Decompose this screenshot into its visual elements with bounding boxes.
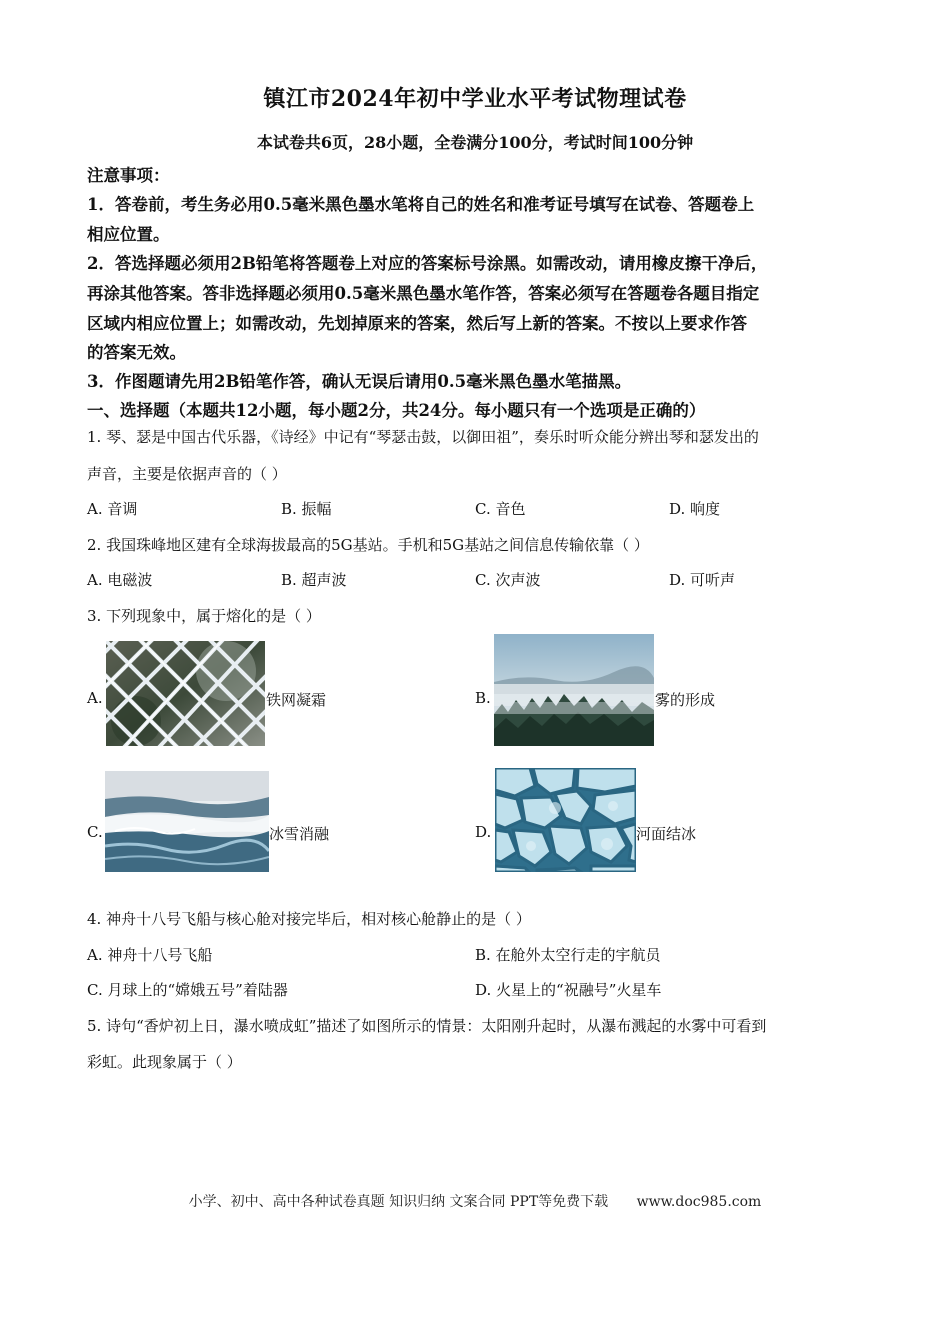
q3-option-d-letter: D. [475, 823, 492, 841]
question-2-text: 2. 我国珠峰地区建有全球海拔最高的5G基站。手机和5G基站之间信息传输依靠（ ） [87, 536, 649, 554]
notice-line: 区域内相应位置上；如需改动，先划掉原来的答案，然后写上新的答案。不按以上要求作答 [87, 314, 747, 333]
question-1-text: 1. 琴、瑟是中国古代乐器，《诗经》中记有“琴瑟击鼓，以御田祖”，奏乐时听众能分辨出琴和瑟发出的 [87, 428, 759, 446]
fog-forest-image [494, 634, 654, 746]
q4-option-b: B. 在舱外太空行走的宇航员 [475, 946, 661, 964]
frosted-fence-image [106, 641, 265, 746]
notice-line: 1．答卷前，考生务必用0.5毫米黑色墨水笔将自己的姓名和准考证号填写在试卷、答题卷上 [87, 195, 755, 214]
q4-option-d: D. 火星上的“祝融号”火星车 [475, 981, 662, 999]
footer-link[interactable]: www.doc985.com [636, 1194, 762, 1210]
q3-option-c-caption: 冰雪消融 [269, 825, 330, 843]
q3-option-c-letter: C. [87, 823, 103, 841]
notice-line: 3．作图题请先用2B铅笔作答，确认无误后请用0.5毫米黑色墨水笔描黑。 [87, 372, 632, 391]
q2-option-b: B. 超声波 [281, 571, 347, 589]
q3-option-a-caption: 铁网凝霜 [266, 691, 327, 709]
q2-option-d: D. 可听声 [669, 571, 736, 589]
question-5-text-cont: 彩虹。此现象属于（ ） [87, 1053, 242, 1071]
question-5-text: 5. 诗句“香炉初上日，瀑水喷成虹”描述了如图所示的情景：太阳刚升起时，从瀑布溅起的水雾中可看到 [87, 1017, 767, 1035]
page-title: 镇江市2024年初中学业水平考试物理试卷 [263, 86, 687, 112]
question-3-text: 3. 下列现象中，属于熔化的是（ ） [87, 607, 321, 625]
question-1-text-cont: 声音，主要是依据声音的（ ） [87, 465, 287, 483]
footer-text: 小学、初中、高中各种试卷真题 知识归纳 文案合同 PPT等免费下载 [188, 1194, 609, 1210]
q4-option-a: A. 神舟十八号飞船 [87, 946, 213, 964]
q3-option-b-letter: B. [475, 689, 491, 707]
exam-subtitle: 本试卷共6页，28小题，全卷满分100分，考试时间100分钟 [256, 133, 694, 152]
notice-line: 的答案无效。 [87, 343, 186, 362]
notice-line: 相应位置。 [87, 225, 170, 244]
q4-option-c: C. 月球上的“嫦娥五号”着陆器 [87, 981, 288, 999]
q2-option-a: A. 电磁波 [87, 571, 153, 589]
notice-line: 2．答选择题必须用2B铅笔将答题卷上对应的答案标号涂黑。如需改动，请用橡皮擦干净后， [87, 254, 768, 273]
q1-option-a: A. 音调 [87, 500, 138, 518]
section-heading: 一、选择题（本题共12小题，每小题2分，共24分。每小题只有一个选项是正确的） [87, 401, 706, 420]
q1-option-c: C. 音色 [475, 500, 526, 518]
notice-line: 再涂其他答案。答非选择题必须用0.5毫米黑色墨水笔作答，答案必须写在答题卷各题目指定 [87, 284, 760, 303]
notice-heading: 注意事项： [87, 166, 170, 185]
q3-option-d-caption: 河面结冰 [636, 825, 697, 843]
q3-option-a-letter: A. [87, 689, 103, 707]
page-footer [0, 1191, 950, 1211]
frozen-river-image [495, 768, 636, 872]
q1-option-d: D. 响度 [669, 500, 721, 518]
q3-option-b-caption: 雾的形成 [655, 691, 716, 709]
q1-option-b: B. 振幅 [281, 500, 332, 518]
q2-option-c: C. 次声波 [475, 571, 541, 589]
melting-ice-image [105, 771, 269, 872]
question-4-text: 4. 神舟十八号飞船与核心舱对接完毕后，相对核心舱静止的是（ ） [87, 910, 531, 928]
